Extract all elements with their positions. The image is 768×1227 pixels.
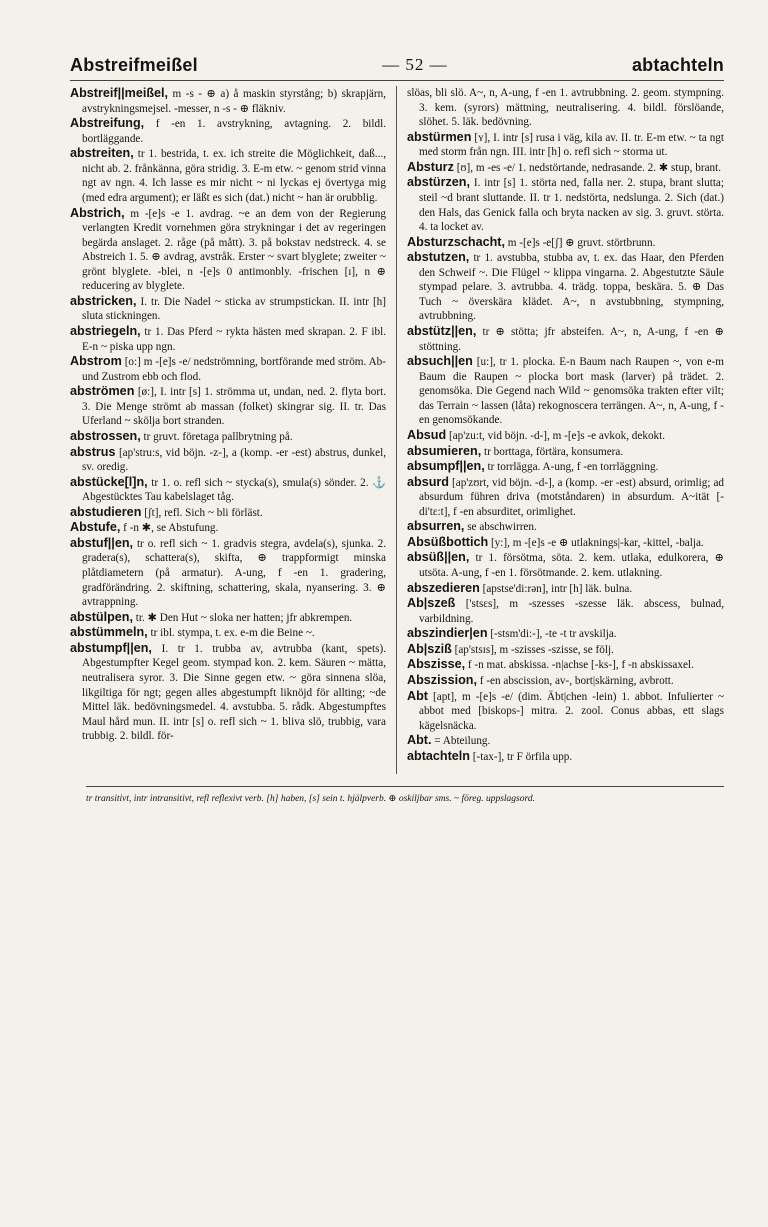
page-header <box>70 50 724 81</box>
entry-definition: I. intr [s] 1. störta ned, falla ner. 2. stupa, brant slutta; steil ~d brant sluttande. II. tr 1. nedstörta, nedslunga. 2. Sich (dat.) den Hals, das Genick falla och bryta nacken av sig. 3. gruvt. störta. 4. ta locket av. <box>419 177 724 234</box>
dictionary-entry <box>70 294 386 324</box>
entry-definition: [ap'stsɪs], m -szisses -szisse, se följ. <box>454 643 614 656</box>
dictionary-entry <box>407 86 724 130</box>
dictionary-columns <box>70 86 724 774</box>
entry-headword: Absturz <box>407 159 454 174</box>
dictionary-entry <box>70 429 386 445</box>
dictionary-entry <box>407 130 724 160</box>
entry-headword: abszedieren <box>407 580 480 595</box>
dictionary-entry <box>407 581 724 597</box>
dictionary-entry <box>407 475 724 520</box>
entry-headword: absüß||en, <box>407 550 470 565</box>
dictionary-entry <box>70 116 386 146</box>
page-number: — 52 — <box>382 55 448 74</box>
entry-definition: [ʃt], refl. Sich ~ bli förläst. <box>144 506 263 519</box>
dictionary-entry <box>407 596 724 626</box>
dictionary-entry <box>70 324 386 354</box>
dictionary-entry <box>407 175 724 234</box>
dictionary-entry <box>407 428 724 444</box>
entry-headword: abstreiten, <box>70 146 134 161</box>
entry-headword: Absud <box>407 427 447 442</box>
entry-headword: Absüßbottich <box>407 534 489 549</box>
dictionary-entry <box>407 250 724 324</box>
entry-headword: abtachteln <box>407 748 470 763</box>
entry-headword: abstürzen, <box>407 175 470 190</box>
entry-definition: [ʏ], I. intr [s] rusa i väg, kila av. II. tr. E-m etw. ~ ta ngt med storm från ngn. III. intr [h] o. refl sich ~ storma ut. <box>419 131 724 159</box>
header-right-word: abtachteln <box>631 54 724 75</box>
dictionary-entry <box>407 749 724 765</box>
dictionary-entry <box>70 536 386 610</box>
entry-headword: abstutzen, <box>407 250 470 265</box>
dictionary-entry <box>407 733 724 749</box>
dictionary-entry <box>70 625 386 641</box>
dictionary-entry <box>70 505 386 521</box>
entry-definition: = Abteilung. <box>434 735 491 748</box>
dictionary-entry <box>407 550 724 580</box>
entry-headword: abstriegeln, <box>70 324 141 338</box>
dictionary-entry <box>70 445 386 475</box>
entry-definition: ['stsɛs], m -szesses -szesse läk. abscess, bulnad, varbildning. <box>419 598 724 625</box>
dictionary-entry <box>407 354 724 428</box>
entry-headword: absurd <box>407 474 449 489</box>
header-left-word: Abstreifmeißel <box>70 54 198 75</box>
dictionary-entry <box>70 475 386 505</box>
dictionary-entry <box>70 86 386 116</box>
entry-headword: Abstreifung, <box>70 116 145 131</box>
entry-definition: m -[e]s -e[ʃ] ⊕ gruvt. störtbrunn. <box>507 236 656 249</box>
dictionary-entry <box>407 626 724 642</box>
dictionary-entry <box>70 610 386 626</box>
entry-definition: tr 1. försötma, söta. 2. kem. utlaka, edulkorera, ⊕ utsöta. A-ung, f -en 1. försötmande. 2. kem. utlakning. <box>419 552 724 579</box>
entry-headword: abstumpf||en, <box>70 640 152 655</box>
entry-headword: abstütz||en, <box>407 324 477 338</box>
entry-definition: [y:], m -[e]s -e ⊕ utlaknings|-kar, -kittel, -balja. <box>490 536 704 549</box>
entry-definition: tr borttaga, förtära, konsumera. <box>484 445 624 458</box>
entry-headword: Abszission, <box>407 672 477 687</box>
dictionary-entry <box>70 146 386 205</box>
entry-definition: tr torrlägga. A-ung, f -en torrläggning. <box>487 461 659 474</box>
entry-headword: Ab|szeß <box>407 596 456 611</box>
dictionary-entry <box>407 160 724 176</box>
dictionary-entry <box>70 641 386 744</box>
entry-definition: [apt], m -[e]s -e/ (dim. Äbt|chen -lein) 1. abbot. Infulierter ~ abbot med [biskops-] mitra. 2. zool. Conus abbas, ett slags kägelsnäcka. <box>419 690 724 732</box>
entry-definition: m -s - ⊕ a) å maskin styrstång; b) skrapjärn, avstrykningsmejsel. -messer, n -s - ⊕ fläkniv. <box>82 88 387 115</box>
dictionary-entry <box>70 384 386 429</box>
entry-definition: tr ⊕ stötta; jfr absteifen. A~, n, A-ung, f -en ⊕ stöttning. <box>419 326 724 353</box>
entry-definition: tr 1. Das Pferd ~ rykta hästen med skrapan. 2. F ibl. E-n ~ piska upp ngn. <box>82 326 387 353</box>
entry-definition: [apstse'di:rən], intr [h] läk. bulna. <box>482 582 633 595</box>
entry-definition: se abschwirren. <box>467 521 537 534</box>
entry-headword: Ab|sziß <box>407 641 452 656</box>
entry-headword: abstuf||en, <box>70 535 134 550</box>
dictionary-entry <box>407 444 724 460</box>
entry-definition: tr ibl. stympa, t. ex. e-m die Beine ~. <box>150 627 315 640</box>
entry-headword: abstürmen <box>407 129 472 144</box>
entry-definition: [ap'stru:s, vid böjn. -z-], a (komp. -er -est) abstrus, dunkel, sv. oredig. <box>82 446 387 474</box>
entry-headword: Abt <box>407 688 428 703</box>
entry-definition: [ø:], I. intr [s] 1. strömma ut, undan, ned. 2. flyta bort. 3. Die Menge strömt ab massan (folket) skingrar sig. II. tr. Das Uferland ~ skölja bort stranden. <box>82 386 387 428</box>
entry-headword: Absturzschacht, <box>407 234 505 249</box>
abbreviation-legend: tr transitivt, intr intransitivt, refl reflexivt verb. [h] haben, [s] sein t. hjälpverb. ⊕ oskiljbar sms. ~ föreg. uppslagsord. <box>86 786 724 804</box>
entry-headword: Abszisse, <box>407 657 466 672</box>
entry-definition: [-stsm'di:-], -te -t tr avskilja. <box>490 628 617 641</box>
entry-definition: tr o. refl sich ~ 1. gradvis stegra, avdela(s), sjunka. 2. gradera(s), schattera(s), skifta, ⊕ trappformigt minska plåtdiametern (på armatur). A-ung, f -en 1. gradering, gradförändring. 2. skiftning, schattering, skala, nyansering. 3. ⊕ avtrappning. <box>82 537 386 609</box>
left-column <box>70 86 397 774</box>
dictionary-entry <box>407 324 724 354</box>
entry-definition: tr 1. bestrida, t. ex. ich streite die Möglichkeit, daß..., nicht ab. 2. frånkänna, göra stridig. 3. E-m etw. ~ genom strid vinna ngt av ngn. 4. Ich lasse es mir nicht ~ ni lyckas ej övertyga mig (med edra argument); er läßt es sich (dat.) nicht ~ han är orubblig. <box>82 148 386 204</box>
entry-definition: f -en abscission, av-, bort|skärning, avbrott. <box>479 674 674 687</box>
entry-definition: tr gruvt. företaga pallbrytning på. <box>143 430 293 443</box>
entry-definition: I. tr. Die Nadel ~ sticka av strumpstickan. II. intr [h] sluta stickningen. <box>82 295 386 323</box>
dictionary-entry <box>407 673 724 689</box>
entry-headword: abströmen <box>70 384 135 399</box>
entry-definition: [ʊ], m -es -e/ 1. nedstörtande, nedrasande. 2. ✱ stup, brant. <box>456 161 722 174</box>
entry-headword: abstudieren <box>70 504 142 519</box>
right-column <box>397 86 724 774</box>
entry-headword: absumpf||en, <box>407 459 485 474</box>
entry-definition: f -n mat. abskissa. -n|achse [-ks-], f -n abskissaxel. <box>467 659 694 672</box>
dictionary-entry <box>407 459 724 475</box>
entry-headword: Abstrich, <box>70 205 125 220</box>
dictionary-entry <box>70 520 386 536</box>
entry-definition: tr 1. avstubba, stubba av, t. ex. das Haar, den Pferden den Schweif ~. Die Flügel ~ klippa vingarna. 2. Abgestutzte Säule stympad pelare. 3. avtrubba. 4. trädg. toppa, beskära. 5. ⊕ Das Tuch ~ överskära klädet. A~, n avstubbning, stympning, avtrubbning. <box>419 252 724 323</box>
entry-definition: slöas, bli slö. A~, n, A-ung, f -en 1. avtrubbning. 2. geom. stympning. 3. kem. (syrors) mättning, neutralisering. 4. bildl. förslöande, slöhet. 5. läk. bedövning. <box>407 87 724 129</box>
dictionary-entry <box>407 657 724 673</box>
entry-definition: f -n ✱, se Abstufung. <box>123 522 219 535</box>
entry-headword: absurren, <box>407 519 465 534</box>
entry-headword: abstücke[l]n, <box>70 474 148 489</box>
entry-definition: [ap'zu:t, vid böjn. -d-], m -[e]s -e avkok, dekokt. <box>448 429 666 442</box>
entry-definition: tr 1. o. refl sich ~ stycka(s), smula(s) sönder. 2. ⚓ Abgestücktes Tau kabelslaget tåg. <box>82 476 387 504</box>
entry-headword: abstricken, <box>70 293 137 308</box>
entry-definition: m -[e]s -e 1. avdrag. ~e an dem von der Regierung verlangten Kredit vornehmen göra strykningar i det av regeringen begärda anslaget. 2. råge (på mått). 3. på bokstav nedstreck. 4. se Abstreich 1. 5. ⊕ avdrag, avstråk. Erster ~ svart blyglete; zweiter ~ grönt blyglete. -blei, n -[e]s 0 antimonbly. -frischen [ɪ], n ⊕ reducering av blyglete. <box>82 207 386 293</box>
dictionary-entry <box>407 535 724 551</box>
dictionary-entry <box>70 354 386 384</box>
entry-headword: Abstreif||meißel, <box>70 86 169 100</box>
entry-definition: [o:] m -[e]s -e/ nedströmning, bortförande med ström. Ab- und Zustrom ebb och flod. <box>82 356 387 383</box>
dictionary-entry <box>70 206 386 294</box>
entry-definition: I. tr 1. trubba av, avtrubba (kant, spets). Abgestumpfter Kegel geom. stympad kon. 2. kem. Säuren ~ mätta, neutralisera syror. 3. Die Sinne gegen etw. ~ göra sinnena slöa, likgiltiga för ngt; gegen alles abgestumpft liknöjd för allting; ~de Mittel läk. bedövningsmedel. 4. avstubba. 5. rådk. Abgestumpftes Maul hård mun. II. intr [s] o. refl sich ~ 1. bliva slö, trubbig, vara trubbig. 2. bildl. för- <box>82 642 387 743</box>
entry-headword: Abstufe, <box>70 520 121 535</box>
dictionary-entry <box>407 519 724 535</box>
entry-definition: [ap'zʊrt, vid böjn. -d-], a (komp. -er -est) absurd, orimlig; ad absurdum führen driva (motståndaren) in absurdum. A~ität [-di'tɛ:t], f -en absurditet, orimlighet. <box>419 476 724 518</box>
entry-definition: f -en 1. avstrykning, avtagning. 2. bildl. bortläggande. <box>82 118 387 145</box>
dictionary-entry <box>407 642 724 658</box>
entry-definition: [u:], tr 1. plocka. E-n Baum nach Raupen ~, von e-m Baum die Raupen ~ plocka bort mask (larver) på trädet. 2. genomsöka. Die Gegend nach Wild ~ genomsöka trakten efter vilt; das Terrain ~ lassen (låta) rekognoscera terrängen. A~, n, A-ung, f -en genomsökande. <box>419 356 724 427</box>
entry-headword: abstrus <box>70 444 116 459</box>
entry-headword: Abt. <box>407 733 432 748</box>
dictionary-entry <box>407 689 724 734</box>
entry-headword: abszindier|en <box>407 626 488 641</box>
entry-definition: [-tax-], tr F örfila upp. <box>472 750 573 763</box>
dictionary-entry <box>407 235 724 251</box>
entry-headword: abstrossen, <box>70 428 141 443</box>
entry-headword: abstülpen, <box>70 609 133 624</box>
entry-headword: absumieren, <box>407 443 482 458</box>
entry-definition: tr. ✱ Den Hut ~ sloka ner hatten; jfr abkrempen. <box>135 611 353 624</box>
entry-headword: abstümmeln, <box>70 625 148 640</box>
entry-headword: absuch||en <box>407 354 473 369</box>
entry-headword: Abstrom <box>70 354 122 369</box>
